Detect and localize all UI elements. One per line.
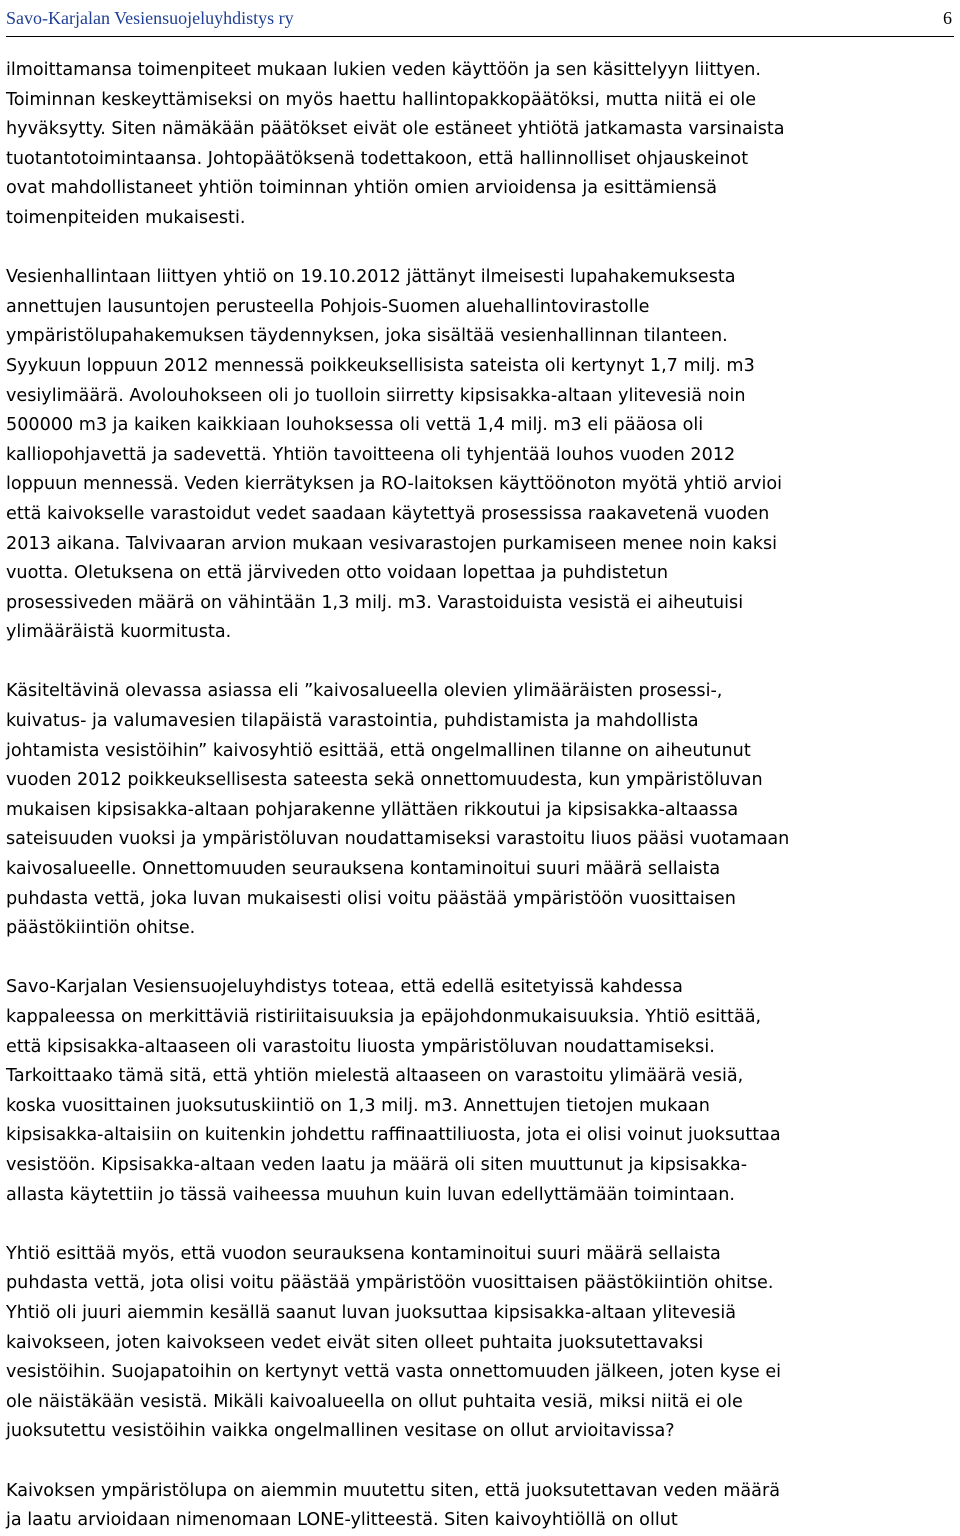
text-line: Syykuun loppuun 2012 mennessä poikkeuksellisista sateista oli kertynyt 1,7 milj. m3: [6, 355, 755, 376]
text-line: vesistöihin. Suojapatoihin on kertynyt vettä vasta onnettomuuden jälkeen, joten kyse ei: [6, 1362, 782, 1383]
page-number: 6: [943, 8, 952, 28]
text-line: ja laatu arvioidaan nimenomaan LONE-ylitteestä. Siten kaivoyhtiöllä on ollut: [6, 1510, 678, 1531]
text-line: vuoden 2012 poikkeuksellisesta sateesta sekä onnettomuudesta, kun ympäristöluvan: [6, 770, 763, 791]
text-line: tuotantotoimintaansa. Johtopäätöksenä todettakoon, että hallinnolliset ohjauskeinot: [6, 148, 749, 169]
text-line: Kaivoksen ympäristölupa on aiemmin muutettu siten, että juoksutettavan veden määrä: [6, 1480, 780, 1501]
text-line: että kipsisakka-altaaseen oli varastoitu liuosta ympäristöluvan noudattamiseksi.: [6, 1036, 715, 1057]
page-header: [6, 6, 954, 37]
text-line: kuivatus- ja valumavesien tilapäistä varastointia, puhdistamista ja mahdollista: [6, 711, 699, 732]
text-line: Yhtiö oli juuri aiemmin kesällä saanut luvan juoksuttaa kipsisakka-altaan ylitevesiä: [6, 1302, 737, 1323]
text-line: koska vuosittainen juoksutuskiintiö on 1,3 milj. m3. Annettujen tietojen mukaan: [6, 1095, 710, 1116]
text-line: Yhtiö esittää myös, että vuodon seurauksena kontaminoitui suuri määrä sellaista: [6, 1243, 721, 1264]
paragraph-3: [6, 677, 958, 943]
text-line: mukaisen kipsisakka-altaan pohjarakenne yllättäen rikkoutui ja kipsisakka-altaassa: [6, 799, 739, 820]
text-line: Savo-Karjalan Vesiensuojeluyhdistys toteaa, että edellä esitetyissä kahdessa: [6, 977, 683, 998]
text-line: loppuun mennessä. Veden kierrätyksen ja RO-laitoksen käyttöönoton myötä yhtiö arvioi: [6, 474, 783, 495]
paragraph-2: [6, 263, 958, 648]
text-line: juoksutettu vesistöihin vaikka ongelmallinen vesitase on ollut arvioitavissa?: [6, 1421, 675, 1442]
text-line: Toiminnan keskeyttämiseksi on myös haettu hallintopakkopäätöksi, mutta niitä ei ole: [6, 89, 757, 110]
text-line: prosessiveden määrä on vähintään 1,3 milj. m3. Varastoiduista vesistä ei aiheutuisi: [6, 592, 744, 613]
text-line: ympäristölupahakemuksen täydennyksen, joka sisältää vesienhallinnan tilanteen.: [6, 326, 728, 347]
text-line: hyväksytty. Siten nämäkään päätökset eivät ole estäneet yhtiötä jatkamasta varsinaista: [6, 119, 785, 140]
text-line: ole näistäkään vesistä. Mikäli kaivoalueella on ollut puhtaita vesiä, miksi niitä ei ole: [6, 1391, 743, 1412]
text-line: kaivosalueelle. Onnettomuuden seurauksena kontaminoitui suuri määrä sellaista: [6, 859, 721, 880]
text-line: ilmoittamansa toimenpiteet mukaan lukien veden käyttöön ja sen käsittelyyn liittyen.: [6, 60, 762, 80]
text-line: puhdasta vettä, jota olisi voitu päästää ympäristöön vuosittaisen päästökiintiön ohitse.: [6, 1273, 774, 1294]
text-line: ylimääräistä kuormitusta.: [6, 622, 232, 643]
text-line: 500000 m3 ja kaiken kaikkiaan louhoksessa oli vettä 1,4 milj. m3 eli pääosa oli: [6, 415, 704, 436]
document-body: [6, 56, 958, 1536]
text-line: päästökiintiön ohitse.: [6, 918, 196, 939]
text-line: vuotta. Oletuksena on että järviveden otto voidaan lopettaa ja puhdistetun: [6, 563, 669, 584]
text-line: sateisuuden vuoksi ja ympäristöluvan noudattamiseksi varastoitu liuos pääsi vuotamaan: [6, 829, 790, 850]
text-line: kappaleessa on merkittäviä ristiriitaisuuksia ja epäjohdonmukaisuuksia. Yhtiö esittää,: [6, 1007, 762, 1027]
text-line: kaivokseen, joten kaivokseen vedet eivät siten olleet puhtaita juoksutettavaksi: [6, 1332, 704, 1353]
text-line: kipsisakka-altaisiin on kuitenkin johdettu raffinaattiliuosta, jota ei olisi voinut juoksuttaa: [6, 1125, 781, 1146]
text-line: kalliopohjavettä ja sadevettä. Yhtiön tavoitteena oli tyhjentää louhos vuoden 2012: [6, 444, 736, 465]
text-line: Vesienhallintaan liittyen yhtiö on 19.10.2012 jättänyt ilmeisesti lupahakemuksesta: [6, 267, 736, 288]
text-line: Käsiteltävinä olevassa asiassa eli ”kaivosalueella olevien ylimääräisten prosessi-,: [6, 681, 723, 702]
text-line: ovat mahdollistaneet yhtiön toiminnan yhtiön omien arvioidensa ja esittämiensä: [6, 178, 718, 199]
text-line: puhdasta vettä, joka luvan mukaisesti olisi voitu päästää ympäristöön vuosittaisen: [6, 888, 736, 909]
paragraph-1: [6, 56, 958, 234]
text-line: annettujen lausuntojen perusteella Pohjois-Suomen aluehallintovirastolle: [6, 296, 650, 317]
text-line: johtamista vesistöihin” kaivosyhtiö esittää, että ongelmallinen tilanne on aiheutunut: [6, 740, 751, 761]
text-line: Tarkoittaako tämä sitä, että yhtiön mielestä altaaseen on varastoitu ylimäärä vesiä,: [6, 1066, 744, 1087]
text-line: vesistöön. Kipsisakka-altaan veden laatu ja määrä oli siten muuttunut ja kipsisakka-: [6, 1154, 748, 1175]
paragraph-4: [6, 973, 958, 1210]
text-line: että kaivokselle varastoidut vedet saadaan käytettyä prosessissa raakavetenä vuoden: [6, 503, 770, 524]
text-line: vesiylimäärä. Avolouhokseen oli jo tuolloin siirretty kipsisakka-altaan ylitevesiä noin: [6, 385, 746, 406]
paragraph-5: [6, 1240, 958, 1447]
document-header-title: Savo-Karjalan Vesiensuojeluyhdistys ry: [6, 8, 294, 28]
text-line: allasta käytettiin jo tässä vaiheessa muuhun kuin luvan edellyttämään toimintaan.: [6, 1184, 735, 1205]
text-line: toimenpiteiden mukaisesti.: [6, 207, 246, 228]
text-line: 2013 aikana. Talvivaaran arvion mukaan vesivarastojen purkamiseen menee noin kaksi: [6, 533, 778, 554]
paragraph-6: [6, 1477, 958, 1536]
